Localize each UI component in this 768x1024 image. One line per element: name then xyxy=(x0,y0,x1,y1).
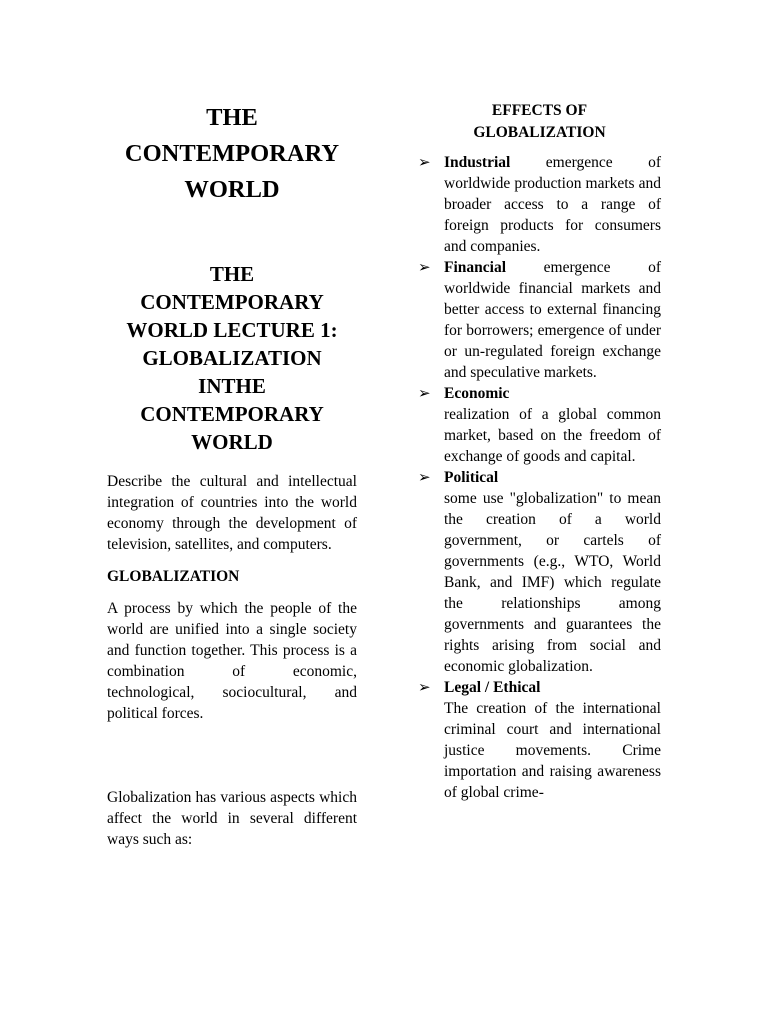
lecture-title-line: WORLD xyxy=(191,430,273,454)
lecture-title-line: INTHE xyxy=(198,374,266,398)
lecture-title-line: GLOBALIZATION xyxy=(142,346,322,370)
title-line: THE xyxy=(206,104,258,131)
right-column xyxy=(418,100,661,803)
effects-title-line: GLOBALIZATION xyxy=(473,124,606,141)
effect-text: emergence of worldwide financial markets and better access to external financing for borrowers; emergence of under or un-regulated foreign exchange and speculative markets. xyxy=(444,259,662,381)
effect-body xyxy=(444,257,661,383)
lecture-title-line: CONTEMPORARY xyxy=(140,290,324,314)
effect-text: some use "globalization" to mean the creation of a world government, or cartels of governments (e.g., WTO, World Bank, and IMF) which regulate the relationships among governments and guarantees the rights arising from social and economic globalization. xyxy=(444,490,661,675)
aspects-paragraph: Globalization has various aspects which affect the world in several different ways such as: xyxy=(107,789,357,848)
effect-item-political xyxy=(418,467,661,677)
effects-title-line: EFFECTS OF xyxy=(491,102,588,119)
effect-item-industrial xyxy=(418,152,661,257)
effect-item-financial xyxy=(418,257,661,383)
arrow-bullet-icon: ➢ xyxy=(418,384,431,402)
lecture-title-line: THE xyxy=(209,262,255,286)
effect-text: realization of a global common market, based on the freedom of exchange of goods and capital. xyxy=(444,406,661,465)
definition-paragraph: A process by which the people of the world are unified into a single society and function together. This process is a combination of economic, technological, sociocultural, and political forces. xyxy=(107,600,357,722)
effect-title: Political xyxy=(444,469,499,486)
lecture-title xyxy=(107,260,357,456)
arrow-bullet-icon: ➢ xyxy=(418,678,431,696)
document-title xyxy=(107,100,357,208)
effects-title xyxy=(418,100,661,144)
lecture-title-line: CONTEMPORARY xyxy=(140,402,324,426)
effect-text: The creation of the international criminal court and international justice movements. Crime importation and raising awareness of global crime- xyxy=(444,700,661,801)
intro-paragraph: Describe the cultural and intellectual integration of countries into the world economy through the development of television, satellites, and computers. xyxy=(107,473,357,553)
effect-item-economic xyxy=(418,383,661,467)
title-line: CONTEMPORARY xyxy=(124,140,340,167)
globalization-heading: GLOBALIZATION xyxy=(107,568,240,585)
left-column xyxy=(107,100,357,850)
effect-title: Financial xyxy=(444,259,507,276)
effect-title: Industrial xyxy=(444,154,511,171)
effect-title: Legal / Ethical xyxy=(444,679,541,696)
arrow-bullet-icon: ➢ xyxy=(418,153,431,171)
arrow-bullet-icon: ➢ xyxy=(418,258,431,276)
effect-item-legal-ethical xyxy=(418,677,661,803)
arrow-bullet-icon: ➢ xyxy=(418,468,431,486)
effect-body xyxy=(444,152,661,257)
lecture-title-line: WORLD LECTURE 1: xyxy=(126,318,338,342)
effect-text: emergence of worldwide production markets and broader access to a range of foreign products for consumers and companies. xyxy=(444,154,661,255)
title-line: WORLD xyxy=(184,176,280,203)
effect-title: Economic xyxy=(444,385,510,402)
